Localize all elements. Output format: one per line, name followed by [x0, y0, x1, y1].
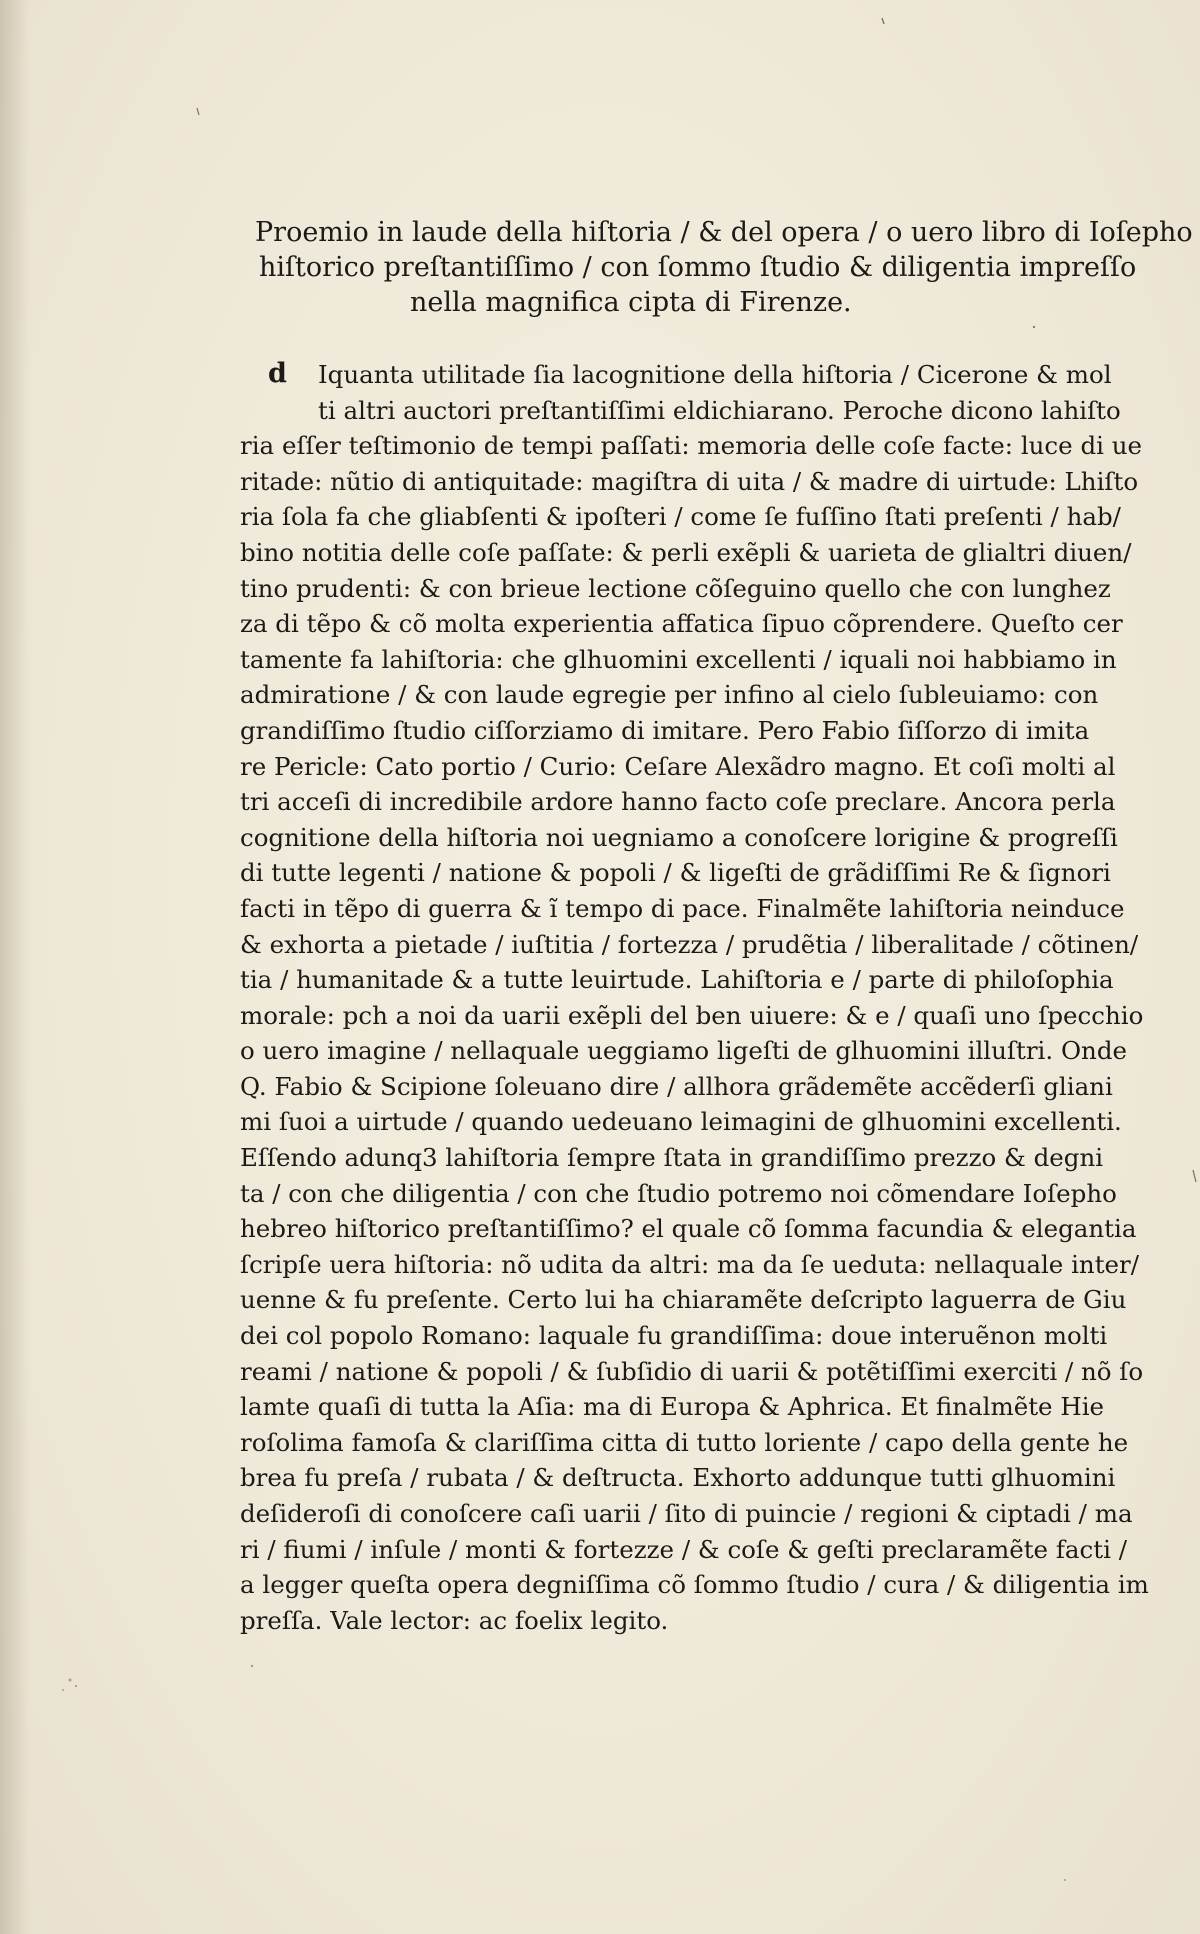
- paper-speck: [69, 1679, 72, 1682]
- text-line: ti altri auctori preſtantiſſimi eldichiarano. Peroche dicono lahiſto: [318, 395, 1121, 425]
- paper-mark: [1193, 1170, 1196, 1182]
- text-line: tia / humanitade & a tutte leuirtude. Lahiſtoria e / parte di philoſophia: [240, 965, 1114, 995]
- heading-line: nella magnifica cipta di Firenze.: [410, 287, 852, 318]
- paper-speck: [251, 1665, 253, 1667]
- text-line: di tutte legenti / natione & popoli / & ligeſti de grãdiſſimi Re & ſignori: [240, 858, 1111, 888]
- text-line: ſcripſe uera hiſtoria: nõ udita da altri: ma da ſe ueduta: nellaquale inter/: [240, 1249, 1140, 1279]
- text-line: grandiſſimo ſtudio ciſſorziamo di imitare. Pero Fabio ſiſſorzo di imita: [240, 715, 1090, 745]
- text-line: uenne & fu preſente. Certo lui ha chiaramẽte deſcripto laguerra de Giu: [240, 1285, 1127, 1315]
- text-line: deſideroſi di conoſcere caſi uarii / ſito di puincie / regioni & ciptadi / ma: [240, 1499, 1133, 1528]
- heading-line: hiſtorico preſtantiſſimo / con ſommo ſtudio & diligentia impreſſo: [259, 252, 1137, 283]
- text-line: mi ſuoi a uirtude / quando uedeuano leimagini de glhuomini excellenti.: [240, 1107, 1122, 1137]
- text-line: brea fu preſa / rubata / & deſtructa. Exhorto addunque tutti glhuomini: [240, 1463, 1116, 1493]
- guide-letter: d: [268, 358, 287, 389]
- paper-speck: [75, 1685, 77, 1687]
- text-line: Eſſendo adunq3 lahiſtoria ſempre ſtata in grandiſſimo prezzo & degni: [240, 1143, 1104, 1173]
- text-line: reami / natione & popoli / & ſubſidio di uarii & potẽtiſſimi exerciti / nõ ſo: [240, 1356, 1144, 1386]
- text-line: za di tẽpo & cõ molta experientia affatica ſipuo cõprendere. Queſto cer: [240, 609, 1123, 639]
- text-line: dei col popolo Romano: laquale fu grandiſſima: doue interuẽnon molti: [240, 1321, 1108, 1351]
- title-heading: [255, 215, 1193, 320]
- text-line: lamte quaſi di tutta la Aſia: ma di Europa & Aphrica. Et finalmẽte Hie: [240, 1392, 1105, 1422]
- paper-mark: [882, 18, 884, 24]
- text-line: a legger queſta opera degniſſima cõ ſommo ſtudio / cura / & diligentia im: [240, 1570, 1149, 1600]
- text-line: tamente fa lahiſtoria: che glhuomini excellenti / iquali noi habbiamo in: [240, 644, 1117, 674]
- text-line: hebreo hiſtorico preſtantiſſimo? el quale cõ ſomma facundia & elegantia: [240, 1214, 1137, 1244]
- heading-line: Proemio in laude della hiſtoria / & del opera / o uero libro di Ioſepho: [255, 217, 1193, 248]
- text-line: & exhorta a pietade / iuſtitia / fortezza / prudẽtia / liberalitade / cõtinen/: [240, 929, 1139, 959]
- paper-speck: [1064, 1879, 1066, 1881]
- text-line: ria eſſer teſtimonio de tempi paſſati: memoria delle coſe facte: luce di ue: [240, 431, 1143, 461]
- text-line: Iquanta utilitade ſia lacognitione della hiſtoria / Cicerone & mol: [318, 360, 1112, 389]
- text-line: tino prudenti: & con brieue lectione cõſeguino quello che con lunghez: [240, 573, 1111, 603]
- paper-speck: [1033, 326, 1035, 328]
- binding-gutter-shadow: [0, 0, 30, 1934]
- text-line: o uero imagine / nellaquale ueggiamo ligeſti de glhuomini illuſtri. Onde: [240, 1036, 1128, 1066]
- text-line: morale: pch a noi da uarii exẽpli del ben uiuere: & e / quaſi uno ſpecchio: [240, 1000, 1144, 1030]
- paper-mark: [197, 108, 199, 115]
- text-line: ri / fiumi / inſule / monti & fortezze / & coſe & geſti preclaramẽte facti /: [240, 1534, 1127, 1564]
- text-line: Q. Fabio & Scipione ſoleuano dire / allhora grãdemẽte accẽderſi gliani: [240, 1071, 1113, 1101]
- body-text: [240, 357, 1149, 1638]
- text-line: tri acceſi di incredibile ardore hanno facto coſe preclare. Ancora perla: [240, 787, 1116, 817]
- text-line: re Pericle: Cato portio / Curio: Ceſare Alexãdro magno. Et coſi molti al: [240, 751, 1116, 781]
- text-line: roſolima famoſa & clariſſima citta di tutto loriente / capo della gente he: [240, 1427, 1129, 1457]
- text-line: admiratione / & con laude egregie per infino al cielo ſubleuiamo: con: [240, 680, 1099, 710]
- text-line: facti in tẽpo di guerra & ĩ tempo di pace. Finalmẽte lahiſtoria neinduce: [240, 893, 1125, 923]
- text-line: bino notitia delle coſe paſſate: & perli exẽpli & uarieta de glialtri diuen/: [240, 537, 1132, 567]
- text-line: cognitione della hiſtoria noi uegniamo a conoſcere lorigine & progreſſi: [240, 822, 1118, 852]
- text-line: ritade: nũtio di antiquitade: magiſtra di uita / & madre di uirtude: Lhiſto: [240, 466, 1139, 496]
- text-line: ria ſola fa che gliabſenti & ipoſteri / come ſe fuſſino ſtati preſenti / hab/: [240, 502, 1121, 532]
- text-line: ta / con che diligentia / con che ſtudio potremo noi cõmendare Ioſepho: [240, 1178, 1117, 1208]
- text-line: preſſa. Vale lector: ac foelix legito.: [240, 1605, 669, 1635]
- paper-speck: [62, 1689, 64, 1691]
